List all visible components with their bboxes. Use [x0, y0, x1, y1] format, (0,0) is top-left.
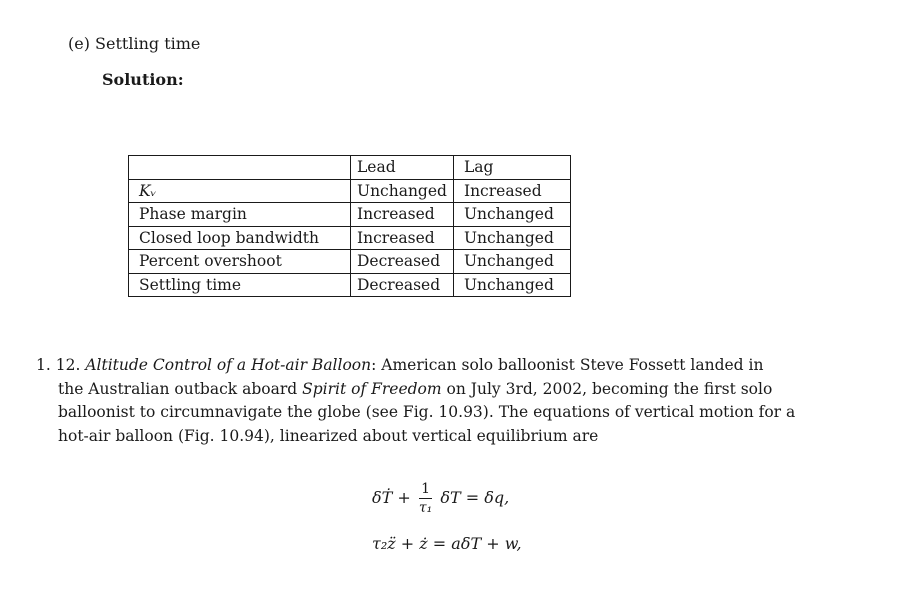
- vessel-name: Spirit of Freedom: [302, 379, 442, 398]
- table-cell: Percent overshoot: [129, 250, 351, 274]
- table-cell: Increased: [351, 226, 454, 250]
- table-cell: Increased: [453, 179, 570, 203]
- table-cell: Unchanged: [453, 250, 570, 274]
- table-header-cell: Lag: [453, 156, 570, 180]
- table-cell: Unchanged: [351, 179, 454, 203]
- table-cell: Closed loop bandwidth: [129, 226, 351, 250]
- table-cell: Kᵥ: [129, 179, 351, 203]
- equation-1: [372, 480, 592, 528]
- equation-term: δT = δq,: [440, 488, 510, 507]
- table-row: [129, 203, 571, 227]
- table-cell: Phase margin: [129, 203, 351, 227]
- equation-2: τ₂z̈ + ż = aδT + w,: [372, 534, 522, 553]
- table-cell: Decreased: [351, 273, 454, 297]
- table-header-row: [129, 156, 571, 180]
- problem-line: balloonist to circumnavigate the globe (see Fig. 10.93). The equations of vertical motion for a: [58, 403, 796, 421]
- part-label: (e) Settling time: [68, 34, 201, 53]
- problem-text: the Australian outback aboard: [58, 379, 298, 398]
- solution-label: Solution:: [102, 70, 184, 89]
- fraction-numerator: 1: [419, 480, 432, 499]
- table-cell: Unchanged: [453, 226, 570, 250]
- comparison-table: [128, 155, 571, 297]
- problem-statement: [36, 354, 876, 448]
- table-cell: Decreased: [351, 250, 454, 274]
- problem-text: : American solo balloonist Steve Fossett landed in: [371, 356, 764, 374]
- table-cell: Increased: [351, 203, 454, 227]
- table-cell: Settling time: [129, 273, 351, 297]
- table-row: [129, 250, 571, 274]
- table-row: [129, 226, 571, 250]
- table-cell: Unchanged: [453, 273, 570, 297]
- equation-term: δṪ +: [372, 488, 411, 507]
- problem-text: on July 3rd, 2002, becoming the first solo: [446, 379, 773, 398]
- table-cell: Unchanged: [453, 203, 570, 227]
- problem-number: 1. 12.: [36, 356, 81, 374]
- problem-title: Altitude Control of a Hot-air Balloon: [85, 356, 372, 374]
- table-row: [129, 273, 571, 297]
- problem-line: hot-air balloon (Fig. 10.94), linearized about vertical equilibrium are: [58, 426, 599, 445]
- table-header-cell: Lead: [351, 156, 454, 180]
- problem-line: [36, 378, 876, 402]
- fraction: [419, 480, 432, 517]
- table-row: [129, 179, 571, 203]
- table-header-cell: [129, 156, 351, 180]
- fraction-denominator: τ₁: [418, 500, 433, 516]
